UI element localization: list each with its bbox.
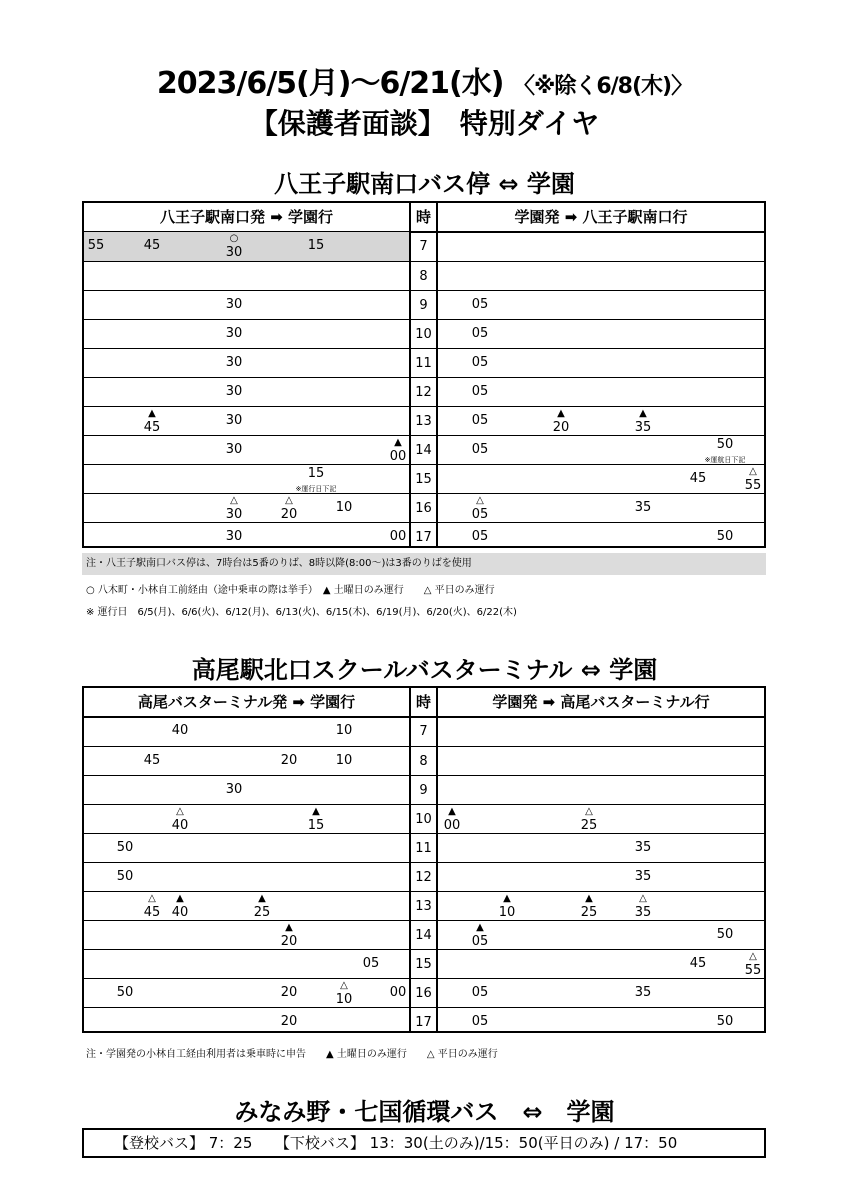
departure-time — [214, 232, 254, 261]
table-row — [84, 290, 764, 320]
departure-time — [460, 407, 500, 436]
return-cell — [440, 291, 764, 320]
departure-minute: 55 — [744, 478, 762, 493]
service-mark: △ — [285, 495, 293, 506]
departure-minute: 50 — [716, 437, 734, 452]
outbound-cell — [84, 436, 409, 465]
departure-minute: 05 — [471, 355, 489, 370]
footnote-mark: ※運行日下記 — [295, 485, 337, 493]
departure-minute: 30 — [225, 442, 243, 457]
departure-time — [324, 747, 364, 776]
departure-minute: 15 — [307, 818, 325, 833]
departure-time — [460, 1008, 500, 1037]
return-cell — [440, 407, 764, 436]
service-mark: △ — [230, 495, 238, 506]
service-mark: ▲ — [312, 806, 320, 817]
title-exclusion: 〈※除く6/8(木)〉 — [512, 74, 693, 99]
departure-minute: 15 — [307, 466, 325, 481]
return-cell — [440, 465, 764, 494]
return-cell — [440, 320, 764, 349]
section3-title: みなみ野・七国循環バス ⇔ 学園 — [234, 1098, 615, 1126]
service-mark: ▲ — [285, 922, 293, 933]
departure-minute: 45 — [689, 471, 707, 486]
service-mark: ▲ — [476, 922, 484, 933]
departure-time — [105, 863, 145, 892]
departure-minute: 05 — [471, 297, 489, 312]
departure-time — [132, 232, 172, 261]
departure-time — [733, 465, 773, 494]
hour-cell: 13 — [415, 899, 432, 914]
departure-minute: 35 — [634, 840, 652, 855]
outbound-cell — [84, 349, 409, 378]
departure-minute: 45 — [143, 905, 161, 920]
return-cell — [440, 262, 764, 291]
hour-cell: 9 — [419, 783, 428, 798]
hour-cell: 14 — [415, 928, 432, 943]
departure-minute: 05 — [471, 985, 489, 1000]
departure-minute: 20 — [552, 420, 570, 435]
table-row — [84, 920, 764, 950]
departure-time — [324, 717, 364, 746]
section2-table-header — [84, 688, 764, 718]
section1-left-header: 八王子駅南口発 ➡ 学園行 — [159, 208, 333, 226]
departure-time — [705, 921, 745, 950]
return-cell — [440, 1008, 764, 1037]
departure-time — [160, 717, 200, 746]
return-cell — [440, 805, 764, 834]
departure-time — [460, 320, 500, 349]
departure-time — [214, 523, 254, 552]
service-mark: △ — [148, 893, 156, 904]
return-cell — [440, 863, 764, 892]
service-mark: ▲ — [394, 437, 402, 448]
departure-time — [705, 1008, 745, 1037]
service-mark: ▲ — [448, 806, 456, 817]
departure-time — [160, 805, 200, 834]
departure-time — [460, 523, 500, 552]
departure-time — [324, 494, 364, 523]
departure-minute: 05 — [362, 956, 380, 971]
section1-hour-header: 時 — [415, 208, 431, 226]
hour-cell: 11 — [415, 841, 432, 856]
table-row — [84, 717, 764, 746]
hour-cell: 13 — [415, 414, 432, 429]
departure-time — [269, 494, 309, 523]
departure-time — [705, 523, 745, 552]
hour-cell: 15 — [415, 957, 432, 972]
return-cell — [440, 834, 764, 863]
section2-right-header: 学園発 ➡ 高尾バスターミナル行 — [492, 693, 710, 711]
outbound-cell — [84, 834, 409, 863]
outbound-cell — [84, 494, 409, 523]
hour-cell: 12 — [415, 870, 432, 885]
departure-minute: 50 — [116, 840, 134, 855]
section1-operating-days: ※ 運行日 6/5(月)、6/6(火)、6/12(月)、6/13(火)、6/15(木)、6/19(月)、6/20(火)、6/22(木) — [86, 607, 517, 618]
table-row — [84, 377, 764, 407]
departure-time — [214, 494, 254, 523]
departure-time — [623, 494, 663, 523]
section1-table-header — [84, 203, 764, 233]
departure-time — [105, 834, 145, 863]
outbound-cell — [84, 465, 409, 494]
departure-time — [623, 407, 663, 436]
departure-time — [214, 291, 254, 320]
outbound-cell — [84, 1008, 409, 1037]
departure-time — [541, 407, 581, 436]
departure-minute: 20 — [280, 507, 298, 522]
outbound-cell — [84, 320, 409, 349]
departure-time — [242, 892, 282, 921]
departure-minute: 45 — [143, 753, 161, 768]
hour-cell: 16 — [415, 986, 432, 1001]
departure-minute: 35 — [634, 985, 652, 1000]
section1-right-header: 学園発 ➡ 八王子駅南口行 — [514, 208, 688, 226]
departure-minute: 30 — [225, 384, 243, 399]
table-row — [84, 862, 764, 892]
departure-minute: 20 — [280, 753, 298, 768]
departure-time — [269, 747, 309, 776]
departure-minute: 45 — [143, 420, 161, 435]
table-row — [84, 348, 764, 378]
hour-cell: 8 — [419, 269, 428, 284]
departure-minute: 20 — [280, 1014, 298, 1029]
departure-minute: 30 — [225, 297, 243, 312]
departure-time — [705, 436, 745, 465]
table-row — [84, 261, 764, 291]
return-cell — [440, 494, 764, 523]
table-row — [84, 746, 764, 776]
departure-time — [569, 892, 609, 921]
hour-cell: 10 — [415, 327, 432, 342]
departure-minute: 10 — [335, 723, 353, 738]
outbound-cell — [84, 291, 409, 320]
departure-minute: 05 — [471, 507, 489, 522]
departure-minute: 25 — [580, 905, 598, 920]
section3-schedule-box: 【登校バス】 7：25 【下校バス】 13：30(土のみ)/15：50(平日のみ) / 17：50 — [82, 1128, 766, 1158]
departure-time — [460, 436, 500, 465]
departure-minute: 05 — [471, 934, 489, 949]
departure-minute: 05 — [471, 384, 489, 399]
outbound-cell — [84, 892, 409, 921]
departure-time — [132, 747, 172, 776]
return-cell — [440, 776, 764, 805]
departure-minute: 00 — [443, 818, 461, 833]
departure-time — [460, 291, 500, 320]
departure-minute: 00 — [389, 449, 407, 464]
footnote-mark: ※運航日下記 — [704, 456, 746, 464]
departure-time — [460, 494, 500, 523]
departure-time — [269, 979, 309, 1008]
table-row — [84, 232, 764, 261]
departure-time — [623, 834, 663, 863]
return-cell — [440, 378, 764, 407]
departure-minute: 55 — [744, 963, 762, 978]
page-title-main: 【保護者面談】 特別ダイヤ — [249, 107, 600, 140]
table-row — [84, 804, 764, 834]
table-row — [84, 319, 764, 349]
departure-time — [460, 378, 500, 407]
departure-time — [296, 465, 336, 494]
departure-minute: 10 — [335, 500, 353, 515]
departure-minute: 50 — [716, 529, 734, 544]
table-row — [84, 891, 764, 921]
hour-cell: 15 — [415, 472, 432, 487]
section2-note: 注・学園発の小林自工経由利用者は乗車時に申告 ▲ 土曜日のみ運行 △ 平日のみ運行 — [86, 1049, 498, 1060]
outbound-cell — [84, 747, 409, 776]
return-cell — [440, 717, 764, 746]
table-row — [84, 522, 764, 552]
departure-minute: 50 — [116, 869, 134, 884]
table-row — [84, 493, 764, 523]
departure-minute: 05 — [471, 529, 489, 544]
table-row — [84, 406, 764, 436]
service-mark: △ — [639, 893, 647, 904]
departure-minute: 05 — [471, 1014, 489, 1029]
service-mark: ○ — [229, 233, 239, 244]
hour-cell: 16 — [415, 501, 432, 516]
departure-time — [296, 232, 336, 261]
departure-minute: 50 — [716, 927, 734, 942]
departure-minute: 55 — [87, 238, 105, 253]
outbound-cell — [84, 776, 409, 805]
departure-minute: 05 — [471, 442, 489, 457]
outbound-cell — [84, 863, 409, 892]
departure-minute: 15 — [307, 238, 325, 253]
hour-cell: 12 — [415, 385, 432, 400]
departure-minute: 00 — [389, 529, 407, 544]
departure-minute: 40 — [171, 723, 189, 738]
table-row — [84, 464, 764, 494]
departure-minute: 45 — [689, 956, 707, 971]
departure-time — [214, 436, 254, 465]
outbound-cell — [84, 378, 409, 407]
section1-note-box: 注・八王子駅南口バス停は、7時台は5番のりば、8時以降(8:00～)は3番のりばを使用 — [82, 553, 766, 575]
departure-time — [214, 378, 254, 407]
departure-minute: 30 — [225, 326, 243, 341]
return-cell — [440, 436, 764, 465]
service-mark: △ — [749, 466, 757, 477]
departure-time — [351, 950, 391, 979]
service-mark: ▲ — [258, 893, 266, 904]
service-mark: △ — [340, 980, 348, 991]
departure-minute: 05 — [471, 413, 489, 428]
departure-time — [132, 407, 172, 436]
hour-cell: 8 — [419, 754, 428, 769]
departure-minute: 35 — [634, 869, 652, 884]
outbound-cell — [84, 262, 409, 291]
table-row — [84, 775, 764, 805]
departure-minute: 30 — [225, 413, 243, 428]
service-mark: ▲ — [639, 408, 647, 419]
outbound-cell — [84, 979, 409, 1008]
hour-cell: 10 — [415, 812, 432, 827]
departure-minute: 50 — [716, 1014, 734, 1029]
service-mark: ▲ — [148, 408, 156, 419]
section1-title: 八王子駅南口バス停 ⇔ 学園 — [274, 170, 575, 198]
section2-title: 高尾駅北口スクールバスターミナル ⇔ 学園 — [191, 656, 658, 684]
return-cell — [440, 921, 764, 950]
outbound-cell — [84, 805, 409, 834]
departure-time — [324, 979, 364, 1008]
service-mark: ▲ — [557, 408, 565, 419]
outbound-cell — [84, 407, 409, 436]
section2-timetable — [82, 686, 766, 1033]
section2-hour-header: 時 — [415, 693, 431, 711]
departure-minute: 30 — [225, 355, 243, 370]
service-mark: ▲ — [503, 893, 511, 904]
outbound-cell — [84, 717, 409, 746]
departure-time — [214, 320, 254, 349]
departure-minute: 50 — [116, 985, 134, 1000]
table-row — [84, 833, 764, 863]
hour-cell: 17 — [415, 1015, 432, 1030]
service-mark: △ — [749, 951, 757, 962]
departure-minute: 25 — [580, 818, 598, 833]
section1-timetable — [82, 201, 766, 548]
section1-legend: ○ 八木町・小林自工前経由（途中乗車の際は挙手） ▲ 土曜日のみ運行 △ 平日のみ運行 — [86, 585, 495, 596]
hour-cell: 17 — [415, 530, 432, 545]
title-date-range: 2023/6/5(月)～6/21(水) — [156, 66, 504, 101]
departure-time — [296, 805, 336, 834]
departure-time — [487, 892, 527, 921]
departure-minute: 20 — [280, 934, 298, 949]
outbound-cell — [84, 232, 409, 261]
departure-time — [678, 465, 718, 494]
departure-minute: 35 — [634, 500, 652, 515]
service-mark: △ — [476, 495, 484, 506]
departure-minute: 05 — [471, 326, 489, 341]
departure-time — [569, 805, 609, 834]
departure-time — [623, 892, 663, 921]
departure-time — [105, 979, 145, 1008]
return-cell — [440, 232, 764, 261]
outbound-cell — [84, 921, 409, 950]
departure-time — [460, 979, 500, 1008]
outbound-cell — [84, 950, 409, 979]
departure-minute: 45 — [143, 238, 161, 253]
departure-minute: 40 — [171, 905, 189, 920]
departure-time — [678, 950, 718, 979]
departure-time — [214, 407, 254, 436]
departure-time — [269, 921, 309, 950]
service-mark: △ — [176, 806, 184, 817]
departure-minute: 10 — [335, 753, 353, 768]
departure-time — [460, 349, 500, 378]
departure-time — [269, 1008, 309, 1037]
return-cell — [440, 892, 764, 921]
departure-time — [76, 232, 116, 261]
departure-minute: 30 — [225, 529, 243, 544]
page-title-dates — [0, 58, 849, 102]
departure-minute: 30 — [225, 782, 243, 797]
hour-cell: 14 — [415, 443, 432, 458]
departure-time — [214, 776, 254, 805]
section2-left-header: 高尾バスターミナル発 ➡ 学園行 — [137, 693, 356, 711]
departure-minute: 35 — [634, 420, 652, 435]
return-cell — [440, 349, 764, 378]
table-row — [84, 435, 764, 465]
departure-time — [214, 349, 254, 378]
service-mark: △ — [585, 806, 593, 817]
return-cell — [440, 523, 764, 552]
departure-minute: 40 — [171, 818, 189, 833]
table-row — [84, 949, 764, 979]
departure-time — [160, 892, 200, 921]
return-cell — [440, 979, 764, 1008]
hour-cell: 11 — [415, 356, 432, 371]
departure-minute: 00 — [389, 985, 407, 1000]
departure-time — [460, 921, 500, 950]
departure-time — [432, 805, 472, 834]
departure-minute: 35 — [634, 905, 652, 920]
departure-minute: 30 — [225, 507, 243, 522]
departure-time — [623, 863, 663, 892]
hour-cell: 7 — [419, 724, 428, 739]
outbound-cell — [84, 523, 409, 552]
departure-minute: 10 — [498, 905, 516, 920]
hour-cell: 9 — [419, 298, 428, 313]
return-cell — [440, 747, 764, 776]
service-mark: ▲ — [585, 893, 593, 904]
return-cell — [440, 950, 764, 979]
departure-time — [623, 979, 663, 1008]
table-row — [84, 978, 764, 1008]
departure-minute: 10 — [335, 992, 353, 1007]
departure-time — [733, 950, 773, 979]
service-mark: ▲ — [176, 893, 184, 904]
departure-minute: 20 — [280, 985, 298, 1000]
table-row — [84, 1007, 764, 1037]
departure-minute: 25 — [253, 905, 271, 920]
departure-minute: 30 — [225, 245, 243, 260]
hour-cell: 7 — [419, 239, 428, 254]
